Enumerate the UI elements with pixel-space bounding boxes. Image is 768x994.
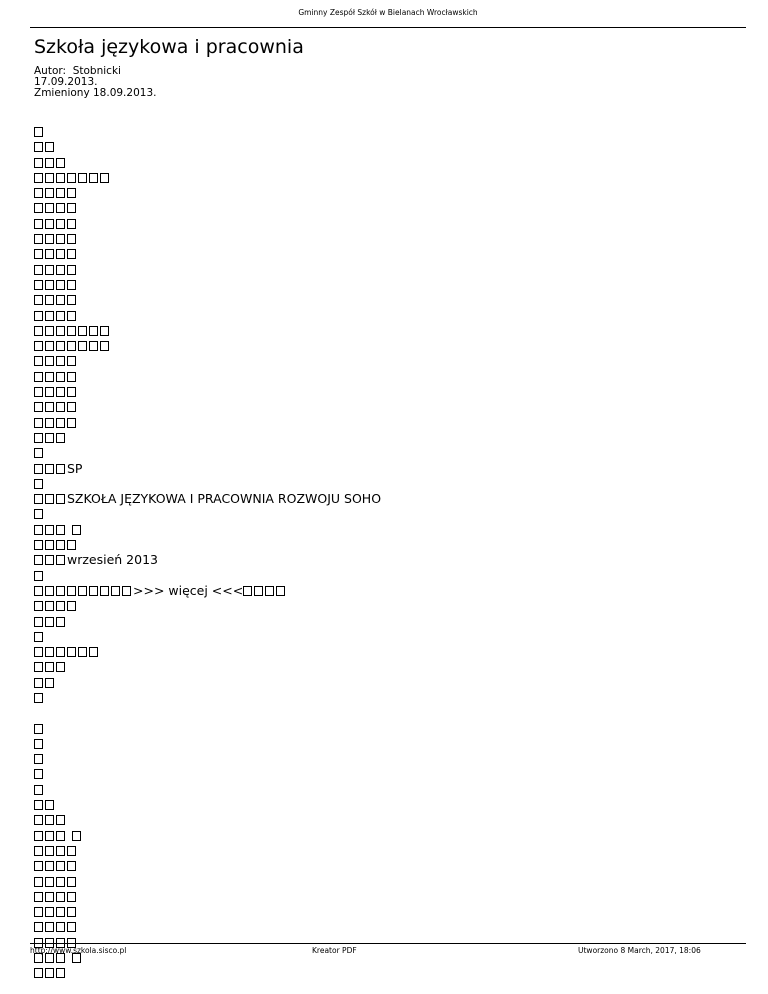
missing-glyph-box (45, 831, 54, 841)
missing-glyph-box (56, 280, 65, 290)
content-line (34, 965, 381, 980)
missing-glyph-box (34, 877, 43, 887)
missing-glyph-box (34, 907, 43, 917)
content-line (34, 353, 381, 368)
missing-glyph-box (34, 249, 43, 259)
missing-glyph-box (67, 846, 76, 856)
missing-glyph-box (89, 173, 98, 183)
missing-glyph-box (34, 525, 43, 535)
missing-glyph-box (45, 877, 54, 887)
missing-glyph-box (45, 158, 54, 168)
missing-glyph-box (45, 234, 54, 244)
missing-glyph-box (243, 586, 252, 596)
missing-glyph-box (56, 173, 65, 183)
content-line (34, 185, 381, 200)
missing-glyph-box (72, 831, 81, 841)
missing-glyph-box (56, 295, 65, 305)
content-line (34, 889, 381, 904)
missing-glyph-box (34, 647, 43, 657)
missing-glyph-box (34, 831, 43, 841)
missing-glyph-box (34, 555, 43, 565)
missing-glyph-box (45, 586, 54, 596)
missing-glyph-box (34, 402, 43, 412)
missing-glyph-box (56, 418, 65, 428)
missing-glyph-box (34, 632, 43, 642)
missing-glyph-box (56, 922, 65, 932)
missing-glyph-box (34, 433, 43, 443)
missing-glyph-box (34, 617, 43, 627)
missing-glyph-box (122, 586, 131, 596)
article-modified: Zmieniony 18.09.2013. (34, 87, 157, 99)
missing-glyph-box (34, 280, 43, 290)
content-line (34, 292, 381, 307)
missing-glyph-box (56, 326, 65, 336)
missing-glyph-box (34, 418, 43, 428)
missing-glyph-box (56, 586, 65, 596)
missing-glyph-box (45, 356, 54, 366)
missing-glyph-box (67, 372, 76, 382)
missing-glyph-box (45, 540, 54, 550)
missing-glyph-box (100, 586, 109, 596)
missing-glyph-box (45, 295, 54, 305)
content-line (34, 155, 381, 170)
article-body (34, 124, 381, 981)
missing-glyph-box (56, 662, 65, 672)
missing-glyph-box (56, 601, 65, 611)
missing-glyph-box (34, 448, 43, 458)
missing-glyph-box (67, 280, 76, 290)
missing-glyph-box (45, 647, 54, 657)
missing-glyph-box (34, 188, 43, 198)
missing-glyph-box (89, 326, 98, 336)
missing-glyph-box (56, 387, 65, 397)
footer-url[interactable]: http://www.szkola.sisco.pl (30, 946, 127, 955)
missing-glyph-box (34, 785, 43, 795)
missing-glyph-box (34, 724, 43, 734)
missing-glyph-box (34, 800, 43, 810)
content-line (34, 812, 381, 827)
missing-glyph-box (34, 203, 43, 213)
missing-glyph-box (45, 846, 54, 856)
missing-glyph-box (56, 815, 65, 825)
missing-glyph-box (34, 968, 43, 978)
missing-glyph-box (56, 647, 65, 657)
content-line (34, 308, 381, 323)
missing-glyph-box (56, 311, 65, 321)
missing-glyph-box (45, 142, 54, 152)
content-line (34, 874, 381, 889)
missing-glyph-box (111, 586, 120, 596)
content-line (34, 675, 381, 690)
content-line (34, 338, 381, 353)
missing-glyph-box (45, 815, 54, 825)
missing-glyph-box (78, 173, 87, 183)
missing-glyph-box (34, 922, 43, 932)
content-line (34, 491, 381, 506)
missing-glyph-box (45, 678, 54, 688)
missing-glyph-box (45, 249, 54, 259)
missing-glyph-box (56, 525, 65, 535)
missing-glyph-box (56, 540, 65, 550)
article-meta (34, 66, 156, 99)
missing-glyph-box (56, 402, 65, 412)
missing-glyph-box (56, 219, 65, 229)
content-line (34, 369, 381, 384)
missing-glyph-box (56, 831, 65, 841)
missing-glyph-box (56, 617, 65, 627)
missing-glyph-box (34, 678, 43, 688)
missing-glyph-box (56, 846, 65, 856)
missing-glyph-box (34, 769, 43, 779)
missing-glyph-box (34, 295, 43, 305)
content-line-text: >>> więcej <<< (133, 582, 244, 598)
missing-glyph-box (45, 555, 54, 565)
content-line (34, 384, 381, 399)
missing-glyph-box (34, 326, 43, 336)
footer-divider (30, 943, 746, 944)
footer-created: Utworzono 8 March, 2017, 18:06 (578, 946, 701, 955)
missing-glyph-box (100, 326, 109, 336)
content-line (34, 461, 381, 476)
missing-glyph-box (67, 922, 76, 932)
content-line (34, 629, 381, 644)
missing-glyph-box (78, 326, 87, 336)
missing-glyph-box (45, 601, 54, 611)
missing-glyph-box (34, 509, 43, 519)
content-line (34, 415, 381, 430)
page-header: Gminny Zespół Szkół w Bielanach Wrocławskich (298, 8, 478, 17)
content-line (34, 216, 381, 231)
missing-glyph-box (34, 173, 43, 183)
content-line (34, 445, 381, 460)
missing-glyph-box (56, 158, 65, 168)
content-line (34, 828, 381, 843)
missing-glyph-box (45, 800, 54, 810)
content-line (34, 919, 381, 934)
missing-glyph-box (45, 372, 54, 382)
content-line (34, 522, 381, 537)
missing-glyph-box (34, 571, 43, 581)
missing-glyph-box (67, 387, 76, 397)
missing-glyph-box (34, 356, 43, 366)
content-line (34, 552, 381, 567)
missing-glyph-box (34, 586, 43, 596)
missing-glyph-box (56, 861, 65, 871)
missing-glyph-box (67, 877, 76, 887)
missing-glyph-box (45, 525, 54, 535)
missing-glyph-box (45, 418, 54, 428)
missing-glyph-box (34, 739, 43, 749)
content-line (34, 614, 381, 629)
missing-glyph-box (56, 877, 65, 887)
missing-glyph-box (45, 265, 54, 275)
content-line (34, 644, 381, 659)
content-line (34, 690, 381, 721)
missing-glyph-box (34, 662, 43, 672)
content-line-text: SZKOŁA JĘZYKOWA I PRACOWNIA ROZWOJU SOHO (67, 491, 382, 507)
missing-glyph-box (45, 464, 54, 474)
missing-glyph-box (56, 464, 65, 474)
missing-glyph-box (67, 402, 76, 412)
content-line (34, 124, 381, 139)
missing-glyph-box (45, 617, 54, 627)
missing-glyph-box (45, 173, 54, 183)
missing-glyph-box (67, 601, 76, 611)
missing-glyph-box (56, 494, 65, 504)
content-line (34, 506, 381, 521)
missing-glyph-box (34, 341, 43, 351)
missing-glyph-box (67, 203, 76, 213)
content-line (34, 782, 381, 797)
missing-glyph-box (89, 341, 98, 351)
missing-glyph-box (34, 372, 43, 382)
content-line (34, 537, 381, 552)
missing-glyph-box (34, 464, 43, 474)
missing-glyph-box (45, 203, 54, 213)
missing-glyph-box (100, 173, 109, 183)
missing-glyph-box (67, 265, 76, 275)
missing-glyph-box (45, 341, 54, 351)
missing-glyph-box (45, 311, 54, 321)
missing-glyph-box (67, 249, 76, 259)
missing-glyph-box (67, 295, 76, 305)
missing-glyph-box (45, 280, 54, 290)
content-line (34, 323, 381, 338)
article-title: Szkoła językowa i pracownia (34, 36, 304, 58)
missing-glyph-box (45, 922, 54, 932)
content-line (34, 262, 381, 277)
content-line (34, 139, 381, 154)
content-line (34, 721, 381, 736)
missing-glyph-box (45, 907, 54, 917)
missing-glyph-box (34, 815, 43, 825)
missing-glyph-box (45, 662, 54, 672)
missing-glyph-box (67, 586, 76, 596)
missing-glyph-box (56, 372, 65, 382)
missing-glyph-box (34, 387, 43, 397)
missing-glyph-box (56, 341, 65, 351)
missing-glyph-box (56, 188, 65, 198)
missing-glyph-box (67, 326, 76, 336)
content-line (34, 583, 381, 598)
missing-glyph-box (45, 433, 54, 443)
content-line (34, 598, 381, 613)
content-line (34, 858, 381, 873)
content-line (34, 659, 381, 674)
missing-glyph-box (67, 219, 76, 229)
missing-glyph-box (56, 234, 65, 244)
missing-glyph-box (56, 907, 65, 917)
footer-creator: Kreator PDF (312, 946, 357, 955)
missing-glyph-box (56, 892, 65, 902)
content-line (34, 904, 381, 919)
missing-glyph-box (67, 356, 76, 366)
content-line (34, 231, 381, 246)
missing-glyph-box (56, 968, 65, 978)
missing-glyph-box (56, 433, 65, 443)
article-author: Autor: Stobnicki (34, 65, 121, 77)
missing-glyph-box (56, 265, 65, 275)
missing-glyph-box (45, 402, 54, 412)
missing-glyph-box (45, 387, 54, 397)
content-line (34, 277, 381, 292)
missing-glyph-box (45, 968, 54, 978)
missing-glyph-box (67, 892, 76, 902)
missing-glyph-box (34, 540, 43, 550)
missing-glyph-box (34, 142, 43, 152)
missing-glyph-box (34, 693, 43, 703)
content-line (34, 751, 381, 766)
content-line (34, 766, 381, 781)
missing-glyph-box (67, 861, 76, 871)
missing-glyph-box (45, 219, 54, 229)
missing-glyph-box (34, 127, 43, 137)
missing-glyph-box (67, 647, 76, 657)
header-divider (30, 27, 746, 28)
content-line (34, 399, 381, 414)
missing-glyph-box (45, 861, 54, 871)
content-line (34, 476, 381, 491)
missing-glyph-box (34, 601, 43, 611)
missing-glyph-box (34, 861, 43, 871)
missing-glyph-box (34, 846, 43, 856)
missing-glyph-box (34, 479, 43, 489)
missing-glyph-box (67, 173, 76, 183)
content-line (34, 736, 381, 751)
content-line (34, 843, 381, 858)
content-line (34, 568, 381, 583)
missing-glyph-box (34, 892, 43, 902)
missing-glyph-box (67, 341, 76, 351)
missing-glyph-box (34, 234, 43, 244)
missing-glyph-box (56, 249, 65, 259)
missing-glyph-box (45, 892, 54, 902)
article-date: 17.09.2013. (34, 76, 98, 88)
missing-glyph-box (100, 341, 109, 351)
missing-glyph-box (254, 586, 263, 596)
content-line-text: SP (67, 460, 83, 476)
missing-glyph-box (34, 158, 43, 168)
missing-glyph-box (34, 219, 43, 229)
missing-glyph-box (45, 326, 54, 336)
missing-glyph-box (78, 586, 87, 596)
missing-glyph-box (34, 754, 43, 764)
content-line (34, 797, 381, 812)
content-line (34, 246, 381, 261)
missing-glyph-box (67, 188, 76, 198)
missing-glyph-box (56, 356, 65, 366)
missing-glyph-box (34, 311, 43, 321)
missing-glyph-box (34, 265, 43, 275)
missing-glyph-box (265, 586, 274, 596)
missing-glyph-box (45, 188, 54, 198)
missing-glyph-box (67, 234, 76, 244)
missing-glyph-box (78, 341, 87, 351)
content-line (34, 200, 381, 215)
missing-glyph-box (67, 540, 76, 550)
missing-glyph-box (78, 647, 87, 657)
missing-glyph-box (89, 647, 98, 657)
content-line (34, 170, 381, 185)
missing-glyph-box (67, 907, 76, 917)
missing-glyph-box (72, 525, 81, 535)
missing-glyph-box (89, 586, 98, 596)
missing-glyph-box (34, 494, 43, 504)
missing-glyph-box (56, 203, 65, 213)
missing-glyph-box (45, 494, 54, 504)
content-line (34, 430, 381, 445)
missing-glyph-box (67, 311, 76, 321)
missing-glyph-box (56, 555, 65, 565)
missing-glyph-box (276, 586, 285, 596)
missing-glyph-box (67, 418, 76, 428)
content-line-text: wrzesień 2013 (67, 552, 158, 568)
